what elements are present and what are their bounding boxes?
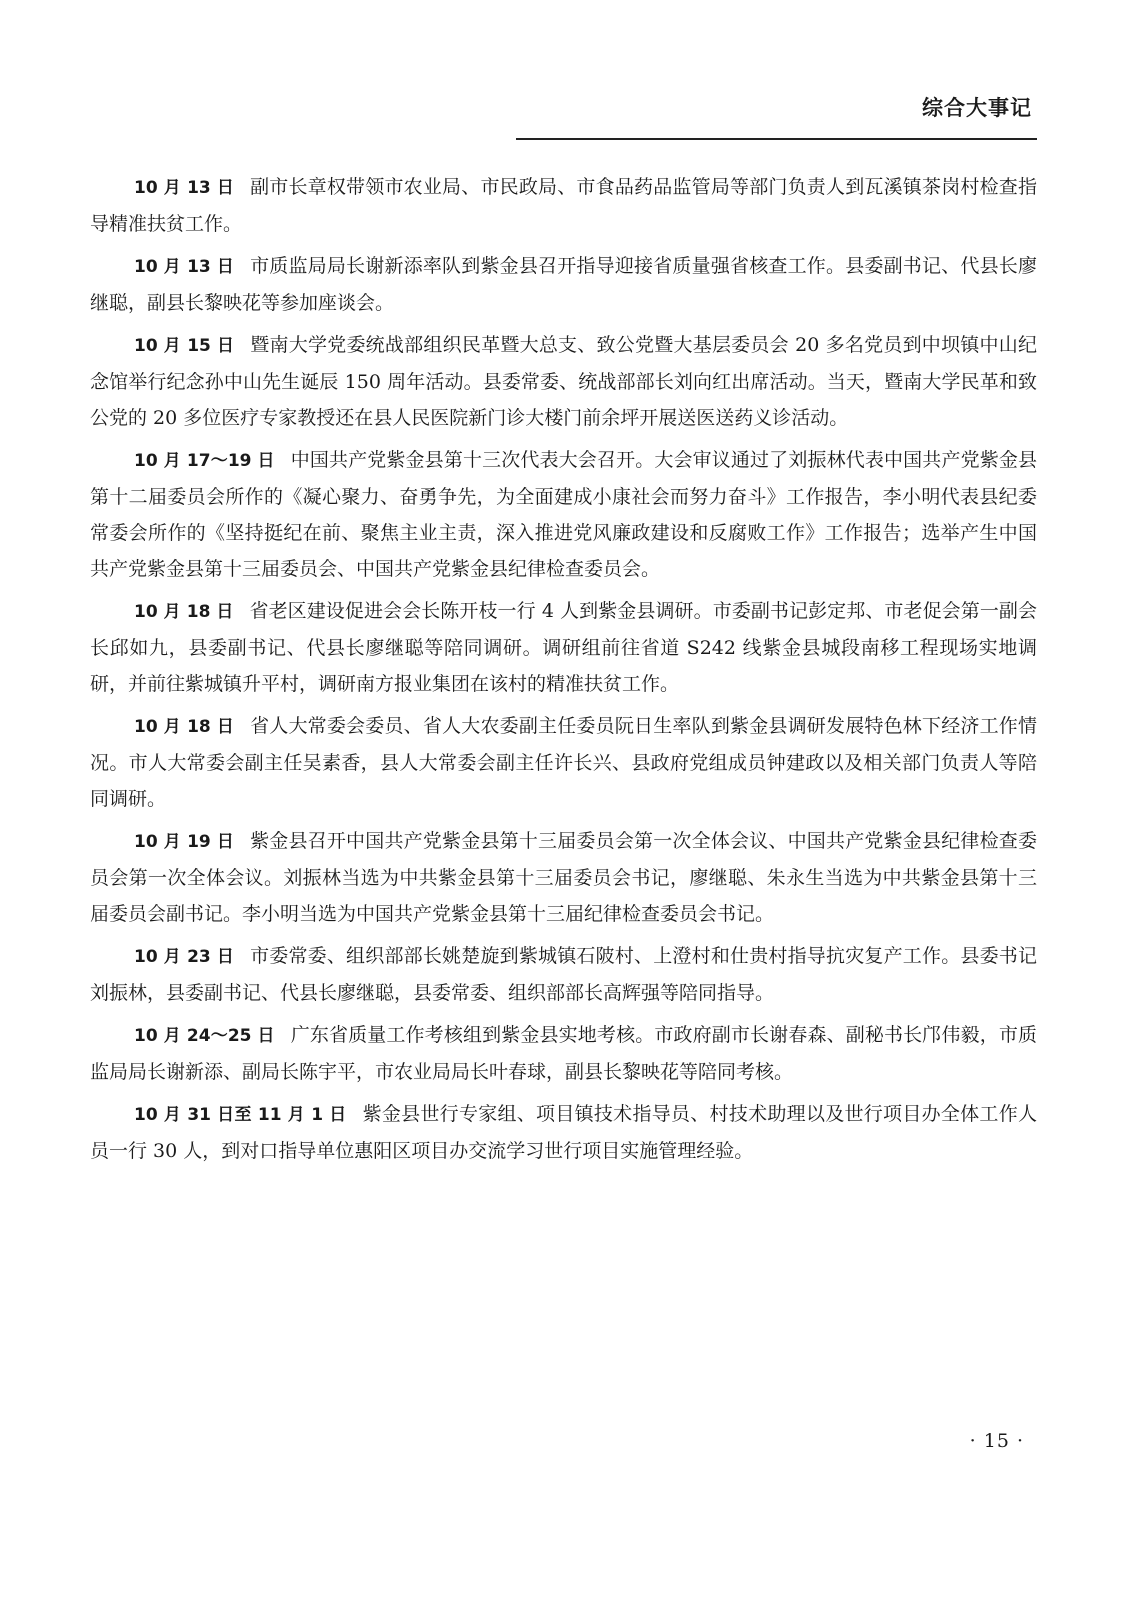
entry-text: 省老区建设促进会会长陈开枝一行 4 人到紫金县调研。市委副书记彭定邦、市老促会第一副会长邱如九，县委副书记、代县长廖继聪等陪同调研。调研组前往省道 S242 线紫金县城段南移工程现场实地调研，并前往紫城镇升平村，调研南方报业集团在该村的精准扶贫工作。 — [90, 600, 1037, 695]
section-title: 综合大事记 — [922, 96, 1032, 120]
chronicle-entries — [90, 169, 1037, 1175]
chronicle-entry — [90, 169, 1037, 242]
header-divider — [516, 138, 1037, 140]
entry-date: 10 月 24～25 日 — [134, 1026, 275, 1046]
entry-text: 广东省质量工作考核组到紫金县实地考核。市政府副市长谢春森、副秘书长邝伟毅，市质监局局长谢新添、副局长陈宇平，市农业局局长叶春球，副县长黎映花等陪同考核。 — [90, 1024, 1037, 1083]
entry-date: 10 月 13 日 — [134, 257, 235, 277]
entry-text: 紫金县召开中国共产党紫金县第十三届委员会第一次全体会议、中国共产党紫金县纪律检查委员会第一次全体会议。刘振林当选为中共紫金县第十三届委员会书记，廖继聪、朱永生当选为中共紫金县第十三届委员会副书记。李小明当选为中国共产党紫金县第十三届纪律检查委员会书记。 — [90, 830, 1037, 925]
entry-text: 省人大常委会委员、省人大农委副主任委员阮日生率队到紫金县调研发展特色林下经济工作情况。市人大常委会副主任吴素香，县人大常委会副主任许长兴、县政府党组成员钟建政以及相关部门负责人等陪同调研。 — [90, 715, 1037, 810]
page-number: · 15 · — [969, 1430, 1024, 1452]
entry-text: 市质监局局长谢新添率队到紫金县召开指导迎接省质量强省核查工作。县委副书记、代县长廖继聪，副县长黎映花等参加座谈会。 — [90, 255, 1037, 314]
chronicle-entry — [90, 442, 1037, 587]
entry-text: 紫金县世行专家组、项目镇技术指导员、村技术助理以及世行项目办全体工作人员一行 30 人，到对口指导单位惠阳区项目办交流学习世行项目实施管理经验。 — [90, 1103, 1037, 1162]
entry-date: 10 月 18 日 — [134, 602, 234, 622]
chronicle-entry — [90, 708, 1037, 817]
entry-date: 10 月 23 日 — [134, 947, 235, 967]
entry-date: 10 月 17～19 日 — [134, 451, 275, 471]
chronicle-entry — [90, 823, 1037, 932]
entry-date: 10 月 31 日至 11 月 1 日 — [134, 1105, 347, 1125]
entry-date: 10 月 15 日 — [134, 336, 235, 356]
entry-text: 暨南大学党委统战部组织民革暨大总支、致公党暨大基层委员会 20 多名党员到中坝镇中山纪念馆举行纪念孙中山先生诞辰 150 周年活动。县委常委、统战部部长刘向红出席活动。当天，暨南大学民革和致公党的 20 多位医疗专家教授还在县人民医院新门诊大楼门前余坪开展送医送药义诊活动。 — [90, 334, 1037, 429]
entry-date: 10 月 13 日 — [134, 178, 235, 198]
chronicle-entry — [90, 1096, 1037, 1169]
entry-text: 中国共产党紫金县第十三次代表大会召开。大会审议通过了刘振林代表中国共产党紫金县第十二届委员会所作的《凝心聚力、奋勇争先，为全面建成小康社会而努力奋斗》工作报告，李小明代表县纪委常委会所作的《坚持挺纪在前、聚焦主业主责，深入推进党风廉政建设和反腐败工作》工作报告；选举产生中国共产党紫金县第十三届委员会、中国共产党紫金县纪律检查委员会。 — [90, 449, 1037, 580]
entry-text: 市委常委、组织部部长姚楚旋到紫城镇石陂村、上澄村和仕贵村指导抗灾复产工作。县委书记刘振林，县委副书记、代县长廖继聪，县委常委、组织部部长高辉强等陪同指导。 — [90, 945, 1037, 1004]
entry-text: 副市长章权带领市农业局、市民政局、市食品药品监管局等部门负责人到瓦溪镇茶岗村检查指导精准扶贫工作。 — [90, 176, 1037, 235]
chronicle-entry — [90, 327, 1037, 436]
entry-date: 10 月 19 日 — [134, 832, 235, 852]
entry-date: 10 月 18 日 — [134, 717, 235, 737]
chronicle-entry — [90, 938, 1037, 1011]
chronicle-entry — [90, 593, 1037, 702]
chronicle-entry — [90, 248, 1037, 321]
chronicle-entry — [90, 1017, 1037, 1090]
